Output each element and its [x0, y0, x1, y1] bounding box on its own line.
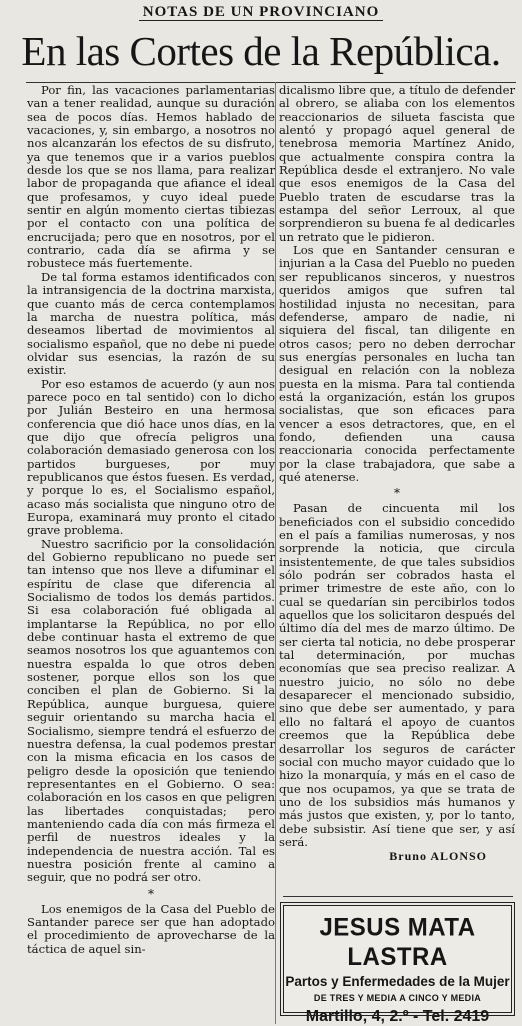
paragraph: Nuestro sacrificio por la consolidación del Gobierno republicano no puede ser tan intenso que nos lleve a difuminar el espíritu de clase que diferencia al Socialismo de todos los demás partidos. Si esa colaboración fué obligada al implantarse la República, no por ello debe continuar hasta el extremo de que seamos nosotros los que aguantemos con nuestra espalda lo que otros deben sostener, porque ellos son los que conciben el plan de Gobierno. Si la República, aunque burguesa, quiere seguir orientando su marcha hacia el Socialismo, siempre tendrá el esfuerzo de nuestra defensa, la cual podemos prestar con la misma eficacia en los casos de peligro desde la oposición que teniendo representantes en el Gobierno. O sea: colaboración en los casos en que peligren las libertades conquistadas; pero manteniendo cada día con más firmeza el perfil de nuestros ideales y la independencia de nuestra acción. Tal es nuestra posición frente al camino a seguir, que no podrá ser otro.: [27, 536, 275, 885]
paragraph: Por fin, las vacaciones parlamentarias van a tener realidad, aunque su duración sea de pocos días. Hemos hablado de vacaciones, y, sin embargo, a nosotros no nos alcanzarán los efectos de su disfruto, ya que tenemos que ir a varios pueblos desde los que se nos llama, para realizar labor de propaganda que afiance el ideal que profesamos, y cuyo ideal puede sentir en algún momento ciertas tibiezas por el contacto con una política de encrucijada; pero que en nosotros, por el contrario, cada día se afirma y se robustece más fuertemente.: [27, 83, 275, 271]
ad-hours: DE TRES Y MEDIA A CINCO Y MEDIA: [313, 993, 482, 1003]
paragraph: Pasan de cincuenta mil los beneficiados con el subsidio concedido en el país a familias numerosas, y nos sorprende la noticia, que circula insistentemente, de que tales subsidios sólo podrán ser cobrados hasta el primer trimestre de este año, con lo cual se quedarían sin percibirlos todos aquellos que los solicitaron después del último día del mes de marzo último. De ser cierta tal noticia, no debe prosperar tal determinación, por muchas economías que sea preciso realizar. A nuestro juicio, no sólo no debe desaparecer el mencionado subsidio, sino que debe ser aumentado, y para ello no faltará el apoyo de cuantos creemos que la República debe desarrollar los seguros de carácter social con mucho mayor cuidado que lo hizo la monarquía, y más en el caso de que nos ocupamos, ya que se trata de uno de los subsidios más humanos y más justos que existen, y, por lo tanto, debe subsistir. Así tiene que ser, y así será.: [279, 501, 515, 849]
right-column: [279, 84, 515, 864]
section-separator: *: [148, 886, 154, 901]
section-kicker: NOTAS DE UN PROVINCIANO: [0, 4, 522, 21]
article-headline: En las Cortes de la República.: [21, 28, 501, 74]
section-separator: *: [394, 486, 400, 501]
column-divider: [275, 82, 276, 1024]
ad-specialty: Partos y Enfermedades de la Mujer: [285, 974, 510, 989]
ad-doctor-name: JESUS MATA LASTRA: [319, 913, 476, 972]
ad-separator-rule: [283, 896, 513, 897]
paragraph: Los que en Santander censuran e injurian a la Casa del Pueblo no pueden ser republicanos sinceros, y nuestros queridos amigos que sufren tal hostilidad injusta no necesitan, para defenderse, amparo de nadie, ni siquiera del fiscal, tan diligente en otros casos; pero no deben derrochar sus energías personales en lucha tan desigual en relación con la nobleza puesta en la misma. Para tal contienda está la organización, están los grupos socialistas, que son eficaces para vencer a esos detractores, que, en el fondo, defienden una causa reaccionaria conocida perfectamente por la clase trabajadora, que sabe a qué atenerse.: [279, 243, 515, 484]
paragraph: Por eso estamos de acuerdo (y aun nos parece poco en tal sentido) con lo dicho por Julián Besteiro en una hermosa conferencia que dió hace unos días, en la que dijo que ofrecía peligros una colaboración demasiado generosa con los partidos burgueses, por muy republicanos que éstos fuesen. Es verdad, y porque lo es, el Socialismo español, acaso más socialista que ninguno otro de Europa, examinará muy pronto el citado grave problema.: [27, 376, 275, 538]
paragraph: Los enemigos de la Casa del Pueblo de Santander parece ser que han adoptado el procedimiento de aprovecharse de la táctica de aquel sin-: [27, 901, 275, 956]
doctor-advertisement: [283, 905, 512, 1025]
ad-address: Martillo, 4, 2.º - Tel. 2419: [305, 1008, 490, 1025]
paragraph: De tal forma estamos identificados con la intransigencia de la doctrina marxista, que cuanto más de cerca contemplamos la marcha de nuestra política, más deseamos libertad de movimientos al socialismo español, que no debe ni puede olvidar sus esencias, la razón de su existir.: [27, 269, 275, 378]
paragraph: dicalismo libre que, a título de defender al obrero, se aliaba con los elementos reaccionarios de silueta fascista que alentó y propagó aquel general de tenebrosa memoria Martínez Anido, que actualmente conspira contra la República desde el extranjero. No vale que esos enemigos de la Casa del Pueblo traten de escudarse tras la estampa del señor Lerroux, al que sorprendieron su buena fe al dedicarles un retrato que le pidieron.: [279, 83, 515, 244]
left-column: [27, 84, 275, 956]
author-signature: Bruno ALONSO: [389, 849, 487, 864]
